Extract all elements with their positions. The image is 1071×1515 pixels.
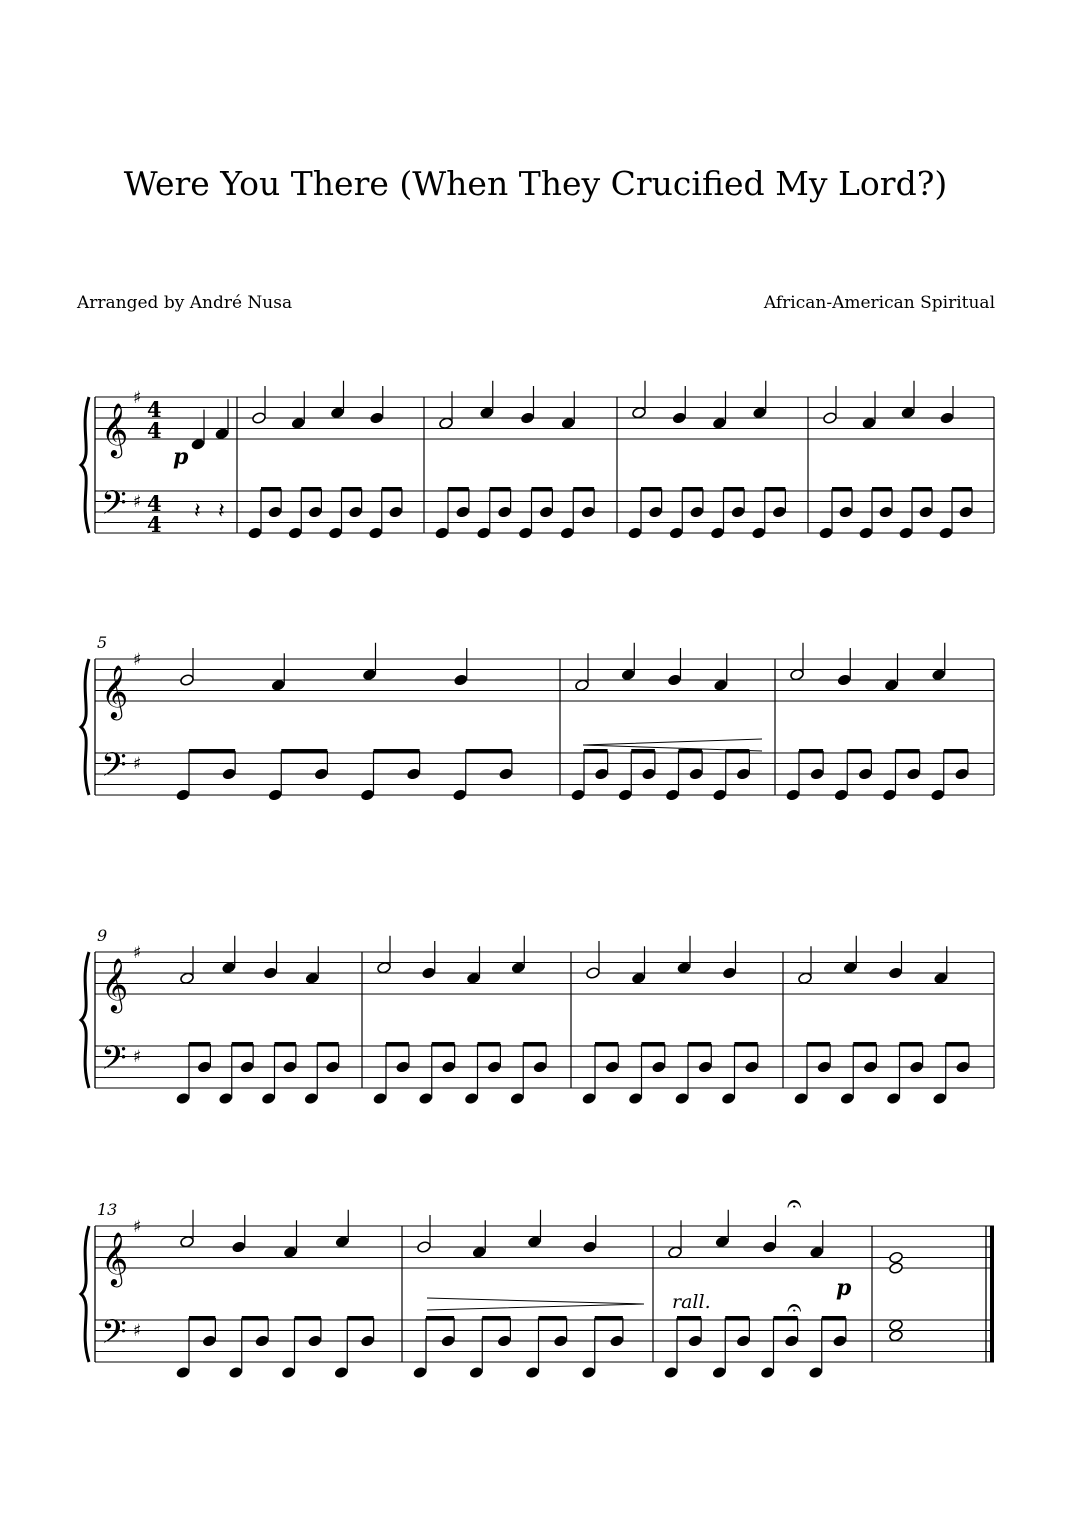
note-head <box>464 1092 479 1105</box>
note-head <box>360 789 375 802</box>
note-head <box>288 527 303 540</box>
note-head <box>689 768 704 781</box>
brace <box>81 659 89 795</box>
note-head <box>721 1092 736 1105</box>
sharp-icon: ♯ <box>133 1217 142 1237</box>
note-head <box>605 1061 620 1074</box>
note-head <box>389 506 404 519</box>
note-head <box>362 668 377 681</box>
note-head <box>222 768 237 781</box>
note-head <box>834 789 849 802</box>
note-head <box>931 668 946 681</box>
note-head <box>255 1335 270 1348</box>
note-head <box>940 412 955 425</box>
note-head <box>642 768 657 781</box>
note-head <box>628 1092 643 1105</box>
bass-clef-icon: 𝄢 <box>101 1313 127 1360</box>
note-head <box>456 506 471 519</box>
note-head <box>191 438 206 451</box>
note-head <box>651 1061 666 1074</box>
open-note-head <box>889 1319 904 1332</box>
open-note-head <box>889 1251 904 1264</box>
note-head <box>933 972 948 985</box>
note-head <box>268 506 283 519</box>
note-head <box>710 527 725 540</box>
note-head <box>511 961 526 974</box>
note-head <box>618 789 633 802</box>
note-head <box>610 1335 625 1348</box>
bass-clef-icon: 𝄢 <box>101 484 127 531</box>
note-head <box>840 1092 855 1105</box>
composer-credit: African-American Spiritual <box>763 293 995 313</box>
note-head <box>334 1366 349 1379</box>
note-head <box>291 417 306 430</box>
quarter-rest-icon: 𝄽 <box>194 499 201 524</box>
page-title: Were You There (When They Crucified My Lord?) <box>123 164 948 203</box>
note-head <box>863 1061 878 1074</box>
note-head <box>939 527 954 540</box>
note-head <box>421 967 436 980</box>
open-note-head <box>586 967 601 980</box>
note-head <box>712 1366 727 1379</box>
note-head <box>712 417 727 430</box>
system <box>81 926 994 1105</box>
note-head <box>688 1335 703 1348</box>
open-note-head <box>798 972 813 985</box>
note-head <box>469 1366 484 1379</box>
treble-clef-icon: 𝄞 <box>101 402 129 456</box>
note-head <box>859 527 874 540</box>
note-head <box>373 1092 388 1105</box>
note-head <box>466 972 481 985</box>
note-head <box>418 1092 433 1105</box>
note-head <box>497 1335 512 1348</box>
note-head <box>760 1366 775 1379</box>
note-head <box>808 1366 823 1379</box>
time-sig-top: 4 <box>147 491 162 516</box>
note-head <box>215 427 230 440</box>
note-head <box>228 1366 243 1379</box>
rall-marking: rall. <box>672 1291 711 1313</box>
open-note-head <box>417 1241 432 1254</box>
open-note-head <box>252 412 267 425</box>
note-head <box>582 1241 597 1254</box>
sharp-icon: ♯ <box>133 1321 142 1341</box>
note-head <box>712 789 727 802</box>
note-head <box>909 1061 924 1074</box>
note-head <box>690 506 705 519</box>
note-head <box>335 1235 350 1248</box>
note-head <box>487 1061 502 1074</box>
note-head <box>328 527 343 540</box>
treble-clef-icon: 𝄞 <box>101 664 129 718</box>
note-head <box>499 768 514 781</box>
fermata-icon: 𝄐 <box>787 1293 802 1323</box>
note-head <box>263 967 278 980</box>
note-head <box>527 1235 542 1248</box>
note-head <box>882 789 897 802</box>
note-head <box>752 406 767 419</box>
open-note-head <box>790 668 805 681</box>
note-head <box>283 1061 298 1074</box>
note-head <box>722 967 737 980</box>
measure-number: 9 <box>97 926 108 945</box>
note-head <box>520 412 535 425</box>
note-head <box>533 1061 548 1074</box>
note-head <box>304 1092 319 1105</box>
note-head <box>368 527 383 540</box>
note-head <box>202 1335 217 1348</box>
note-head <box>675 1092 690 1105</box>
note-head <box>879 506 894 519</box>
bass-clef-icon: 𝄢 <box>101 1039 127 1086</box>
sharp-icon: ♯ <box>133 492 142 512</box>
dynamic-marking: p <box>173 444 189 470</box>
note-head <box>858 768 873 781</box>
note-head <box>472 1246 487 1259</box>
note-head <box>621 668 636 681</box>
note-head <box>525 1366 540 1379</box>
note-head <box>560 527 575 540</box>
note-head <box>862 417 877 430</box>
open-note-head <box>180 972 195 985</box>
note-head <box>837 674 852 687</box>
note-head <box>906 768 921 781</box>
note-head <box>932 1092 947 1105</box>
note-head <box>899 527 914 540</box>
note-head <box>919 506 934 519</box>
note-head <box>581 1366 596 1379</box>
treble-clef-icon: 𝄞 <box>101 957 129 1011</box>
note-head <box>843 961 858 974</box>
note-head <box>631 972 646 985</box>
open-note-head <box>180 674 195 687</box>
note-head <box>176 1092 191 1105</box>
note-head <box>669 527 684 540</box>
measure-number: 5 <box>97 633 108 652</box>
sharp-icon: ♯ <box>133 1047 142 1067</box>
sharp-icon: ♯ <box>133 650 142 670</box>
sharp-icon: ♯ <box>133 388 142 408</box>
note-head <box>736 1335 751 1348</box>
note-head <box>406 768 421 781</box>
note-head <box>664 1366 679 1379</box>
open-note-head <box>889 1329 904 1342</box>
note-head <box>308 1335 323 1348</box>
note-head <box>665 789 680 802</box>
time-sig-top: 4 <box>147 397 162 422</box>
quarter-rest-icon: 𝄽 <box>218 499 225 524</box>
note-head <box>441 1061 456 1074</box>
note-head <box>819 527 834 540</box>
open-note-head <box>668 1246 683 1259</box>
note-head <box>231 1241 246 1254</box>
note-head <box>884 679 899 692</box>
note-head <box>959 506 974 519</box>
open-note-head <box>823 412 838 425</box>
open-note-head <box>180 1235 195 1248</box>
note-head <box>261 1092 276 1105</box>
note-head <box>476 527 491 540</box>
system <box>81 1189 994 1379</box>
note-head <box>330 406 345 419</box>
open-note-head <box>889 1262 904 1275</box>
note-head <box>369 412 384 425</box>
final-barline-thick <box>990 1226 994 1362</box>
open-note-head <box>632 406 647 419</box>
note-head <box>955 768 970 781</box>
note-head <box>784 1335 799 1348</box>
note-head <box>677 961 692 974</box>
time-sig-bottom: 4 <box>147 512 162 537</box>
open-note-head <box>377 961 392 974</box>
note-head <box>553 1335 568 1348</box>
bass-clef-icon: 𝄢 <box>101 746 127 793</box>
note-head <box>561 417 576 430</box>
note-head <box>268 789 283 802</box>
note-head <box>762 1241 777 1254</box>
note-head <box>283 1246 298 1259</box>
note-head <box>518 527 533 540</box>
note-head <box>348 506 363 519</box>
measure-number: 13 <box>97 1200 118 1219</box>
brace <box>81 397 89 533</box>
sharp-icon: ♯ <box>133 943 142 963</box>
note-head <box>240 1061 255 1074</box>
note-head <box>441 1335 456 1348</box>
note-head <box>715 1235 730 1248</box>
note-head <box>751 527 766 540</box>
note-head <box>582 1092 597 1105</box>
note-head <box>886 1092 901 1105</box>
note-head <box>176 789 191 802</box>
note-head <box>571 789 586 802</box>
note-head <box>736 768 751 781</box>
note-head <box>314 768 329 781</box>
note-head <box>479 406 494 419</box>
note-head <box>325 1061 340 1074</box>
note-head <box>497 506 512 519</box>
note-head <box>221 961 236 974</box>
note-head <box>594 768 609 781</box>
note-head <box>786 789 801 802</box>
note-head <box>731 506 746 519</box>
note-head <box>271 679 286 692</box>
note-head <box>396 1061 411 1074</box>
note-head <box>901 406 916 419</box>
note-head <box>648 506 663 519</box>
note-head <box>308 506 323 519</box>
note-head <box>833 1335 848 1348</box>
note-head <box>956 1061 971 1074</box>
note-head <box>305 972 320 985</box>
note-head <box>744 1061 759 1074</box>
note-head <box>413 1366 428 1379</box>
open-note-head <box>575 679 590 692</box>
note-head <box>360 1335 375 1348</box>
sharp-icon: ♯ <box>133 754 142 774</box>
note-head <box>667 674 682 687</box>
note-head <box>581 506 596 519</box>
note-head <box>248 527 263 540</box>
brace <box>81 1226 89 1362</box>
note-head <box>510 1092 525 1105</box>
note-head <box>772 506 787 519</box>
note-head <box>698 1061 713 1074</box>
note-head <box>281 1366 296 1379</box>
note-head <box>197 1061 212 1074</box>
note-head <box>713 679 728 692</box>
note-head <box>218 1092 233 1105</box>
note-head <box>672 412 687 425</box>
note-head <box>810 768 825 781</box>
arranger-credit: Arranged by André Nusa <box>77 293 293 313</box>
note-head <box>539 506 554 519</box>
note-head <box>453 674 468 687</box>
note-head <box>435 527 450 540</box>
note-head <box>888 967 903 980</box>
decrescendo-hairpin <box>427 1298 644 1310</box>
note-head <box>839 506 854 519</box>
brace <box>81 952 89 1088</box>
note-head <box>930 789 945 802</box>
system <box>81 633 994 801</box>
dynamic-marking: p <box>836 1275 852 1301</box>
note-head <box>817 1061 832 1074</box>
fermata-icon: 𝄐 <box>787 1189 802 1219</box>
system <box>81 381 994 540</box>
note-head <box>794 1092 809 1105</box>
treble-clef-icon: 𝄞 <box>101 1231 129 1285</box>
open-note-head <box>439 417 454 430</box>
note-head <box>176 1366 191 1379</box>
note-head <box>628 527 643 540</box>
note-head <box>452 789 467 802</box>
time-sig-bottom: 4 <box>147 418 162 443</box>
note-head <box>809 1246 824 1259</box>
